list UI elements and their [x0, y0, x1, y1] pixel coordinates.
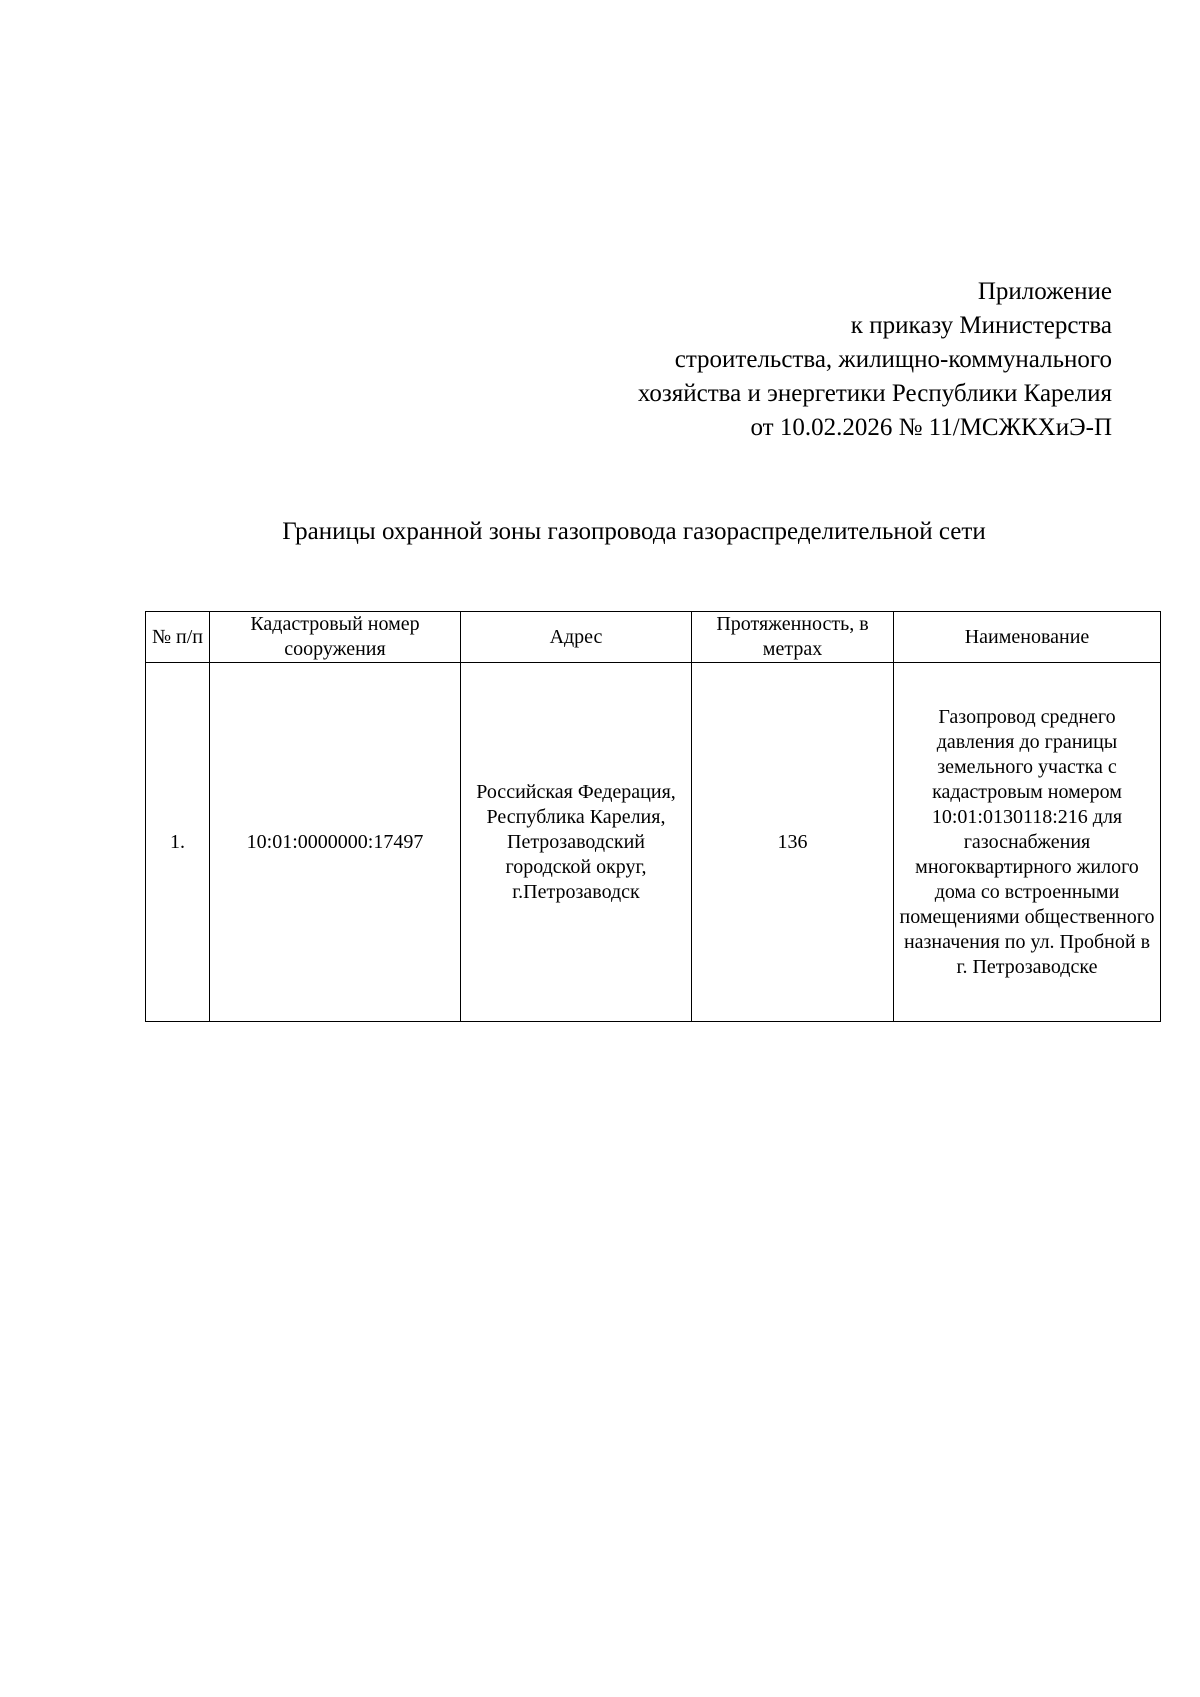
- cell-length: 136: [692, 663, 894, 1022]
- cell-address: Российская Федерация, Республика Карелия, Петрозаводский городской округ, г.Петрозаводск: [461, 663, 692, 1022]
- protection-zone-table: [145, 611, 1161, 1022]
- appendix-line: от 10.02.2026 № 11/МСЖКХиЭ-П: [750, 414, 1112, 441]
- header-length: Протяженность, в метрах: [692, 612, 894, 663]
- appendix-line: к приказу Министерства: [850, 312, 1112, 339]
- appendix-line: Приложение: [977, 278, 1112, 305]
- cell-num: 1.: [146, 663, 210, 1022]
- table-row: [146, 663, 1161, 1022]
- appendix-line: хозяйства и энергетики Республики Карелия: [637, 380, 1112, 407]
- header-address: Адрес: [461, 612, 692, 663]
- header-num: № п/п: [146, 612, 210, 663]
- header-name: Наименование: [894, 612, 1161, 663]
- appendix-header: [638, 275, 1112, 445]
- cell-cadastral-number: 10:01:0000000:17497: [210, 663, 461, 1022]
- header-cadastral-number: Кадастровый номер сооружения: [210, 612, 461, 663]
- appendix-line: строительства, жилищно-коммунального: [674, 346, 1112, 373]
- cell-name: Газопровод среднего давления до границы земельного участка с кадастровым номером 10:01:0130118:216 для газоснабжения многоквартирного жилого дома со встроенными помещениями общественного назначения по ул. Пробной в г. Петрозаводске: [894, 663, 1161, 1022]
- document-title: Границы охранной зоны газопровода газораспределительной сети: [282, 518, 986, 545]
- table-header-row: [146, 612, 1161, 663]
